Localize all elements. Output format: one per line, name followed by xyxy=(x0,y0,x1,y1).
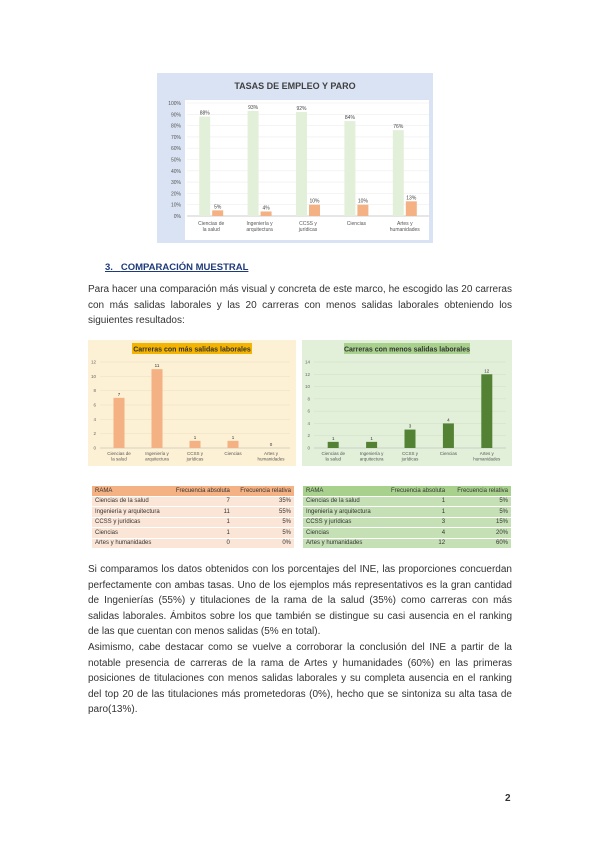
page-number: 2 xyxy=(505,793,511,804)
table-row xyxy=(92,517,294,528)
unemployment-bar xyxy=(309,205,320,216)
paragraph-conclusion: Asimismo, cabe destacar como se vuelve a corroborar la conclusión del INE a partir de la notable presencia de carreras de la rama de Artes y humanidades (60%) en las primeras posiciones de titulaciones con menos salidas laborales y su completa ausencia en el ranking del top 20 de las titulaciones más prometedoras (0%), hecho que se sintoniza su alta tasa de paro(13%). xyxy=(88,642,512,715)
x-category-label-line: humanidades xyxy=(257,456,285,462)
bar xyxy=(328,442,339,448)
y-tick-label: 0 xyxy=(93,445,96,451)
y-tick-label: 90% xyxy=(170,112,181,119)
y-tick-label: 12 xyxy=(304,371,310,377)
y-tick-label: 4 xyxy=(93,416,96,422)
x-category-label xyxy=(186,451,205,462)
x-category-label-line: Ciencias xyxy=(439,451,458,456)
x-category-label-line: arquitectura xyxy=(359,456,384,462)
table-cell: 11 xyxy=(168,507,233,518)
table-header-cell: Frecuencia absoluta xyxy=(168,486,233,496)
table-header-cell: Frecuencia relativa xyxy=(448,486,511,496)
bar xyxy=(481,374,492,448)
x-category-label-line: Artes y xyxy=(263,451,279,456)
x-category-label-line: humanidades xyxy=(389,227,420,233)
table-cell: 4 xyxy=(381,528,448,539)
y-tick-label: 4 xyxy=(307,420,310,426)
x-category-label-line: la salud xyxy=(111,456,127,462)
section-number: 3. xyxy=(105,262,113,273)
data-label: 1 xyxy=(231,434,235,440)
x-category-label-line: CCSS y xyxy=(186,451,204,456)
y-tick-label: 6 xyxy=(307,408,310,414)
bar xyxy=(443,423,454,448)
table-cell: 1 xyxy=(168,528,233,539)
y-tick-label: 80% xyxy=(170,123,181,130)
x-category-label xyxy=(360,451,384,462)
table-cell: 55% xyxy=(233,507,294,518)
table-row xyxy=(303,538,511,549)
table-cell: 60% xyxy=(448,538,511,549)
employment-bar xyxy=(393,130,404,216)
y-tick-label: 12 xyxy=(90,359,96,365)
chart-title: Carreras con más salidas laborales xyxy=(133,346,251,354)
bar xyxy=(190,441,201,448)
x-category-label xyxy=(246,221,273,233)
data-label: 7 xyxy=(117,391,121,397)
unemployment-bar xyxy=(406,201,417,216)
table-row xyxy=(303,507,511,518)
table-cell: Ciencias xyxy=(303,528,381,539)
table-row xyxy=(92,496,294,507)
table-header-row xyxy=(303,486,511,496)
y-tick-label: 10 xyxy=(90,373,96,379)
employment-label: 88% xyxy=(199,110,210,117)
table-cell: Artes y humanidades xyxy=(303,538,381,549)
y-tick-label: 0 xyxy=(307,445,310,451)
bar xyxy=(152,369,163,448)
bar xyxy=(228,441,239,448)
unemployment-label: 10% xyxy=(309,198,320,205)
section-heading xyxy=(105,262,248,273)
intro-paragraph: Para hacer una comparación más visual y concreta de este marco, he escogido las 20 carreras con más salidas laborales y las 20 carreras con menos salidas laborales obteniendo los siguientes resultados: xyxy=(88,284,512,326)
x-category-label xyxy=(401,451,420,462)
table-cell: Ingeniería y arquitectura xyxy=(303,507,381,518)
table-row xyxy=(92,528,294,539)
fewer-jobs-table xyxy=(303,486,511,549)
table-cell: 20% xyxy=(448,528,511,539)
x-category-label-line: jurídicas xyxy=(401,456,419,462)
y-tick-label: 14 xyxy=(304,359,310,365)
y-tick-label: 8 xyxy=(93,388,96,394)
paragraph-comparison: Si comparamos los datos obtenidos con los porcentajes del INE, las proporciones concuerdan perfectamente con ambas tasas. Uno de los ejemplos más representativos es la gran cantidad de Ingenierías (55%) y titulaciones de la rama de la salud (35%) como carreras con más salidas laborales. Ámbitos sobre los que también se distingue su casi ausencia en el ranking de las que cuentan con menos salidas (5% en total). xyxy=(88,564,512,637)
x-category-label-line: Ingeniería y xyxy=(359,451,384,456)
table-cell: 5% xyxy=(448,496,511,507)
unemployment-bar xyxy=(212,210,223,216)
y-tick-label: 60% xyxy=(170,146,181,153)
table-cell: Ciencias de la salud xyxy=(92,496,168,507)
table-cell: Artes y humanidades xyxy=(92,538,168,549)
table-row xyxy=(303,528,511,539)
table-header-cell: RAMA xyxy=(303,486,381,496)
employment-rate-chart xyxy=(157,73,433,243)
table-cell: 3 xyxy=(381,517,448,528)
table-header-cell: Frecuencia relativa xyxy=(233,486,294,496)
table-cell: Ciencias xyxy=(92,528,168,539)
x-category-label-line: CCSS y xyxy=(401,451,419,456)
table-cell: 5% xyxy=(233,517,294,528)
table-cell: 5% xyxy=(448,507,511,518)
data-label: 12 xyxy=(484,368,490,374)
y-tick-label: 0% xyxy=(173,214,181,220)
x-category-label-line: Ciencias xyxy=(224,451,242,456)
x-category-label-line: Ingeniería y xyxy=(246,221,273,227)
more-jobs-chart xyxy=(88,340,296,466)
table-cell: 15% xyxy=(448,517,511,528)
employment-label: 76% xyxy=(393,124,404,131)
x-category-label-line: la salud xyxy=(325,456,341,462)
unemployment-bar xyxy=(357,205,368,216)
x-category-label-line: arquitectura xyxy=(145,456,169,462)
table-cell: 0 xyxy=(168,538,233,549)
table-cell: 0% xyxy=(233,538,294,549)
data-label: 1 xyxy=(193,434,197,440)
unemployment-label: 13% xyxy=(406,195,417,202)
employment-bar xyxy=(199,117,210,216)
y-tick-label: 40% xyxy=(170,168,181,175)
table-cell: 35% xyxy=(233,496,294,507)
table-cell: 1 xyxy=(168,517,233,528)
table-row xyxy=(303,496,511,507)
employment-bar xyxy=(344,121,355,216)
table-row xyxy=(92,538,294,549)
table-cell: 5% xyxy=(233,528,294,539)
table-cell: Ciencias de la salud xyxy=(303,496,381,507)
y-tick-label: 8 xyxy=(307,396,310,402)
chart-title: TASAS DE EMPLEO Y PARO xyxy=(234,81,356,91)
x-category-label-line: jurídicas xyxy=(298,227,318,233)
bar xyxy=(366,442,377,448)
x-category-label xyxy=(224,451,242,456)
unemployment-label: 4% xyxy=(262,205,270,212)
y-tick-label: 2 xyxy=(307,433,310,439)
bar xyxy=(114,398,125,448)
table-cell: 12 xyxy=(381,538,448,549)
x-category-label-line: humanidades xyxy=(473,456,501,462)
employment-bar xyxy=(296,112,307,216)
unemployment-label: 10% xyxy=(357,198,368,205)
employment-label: 93% xyxy=(248,104,259,111)
table-cell: 1 xyxy=(381,507,448,518)
y-tick-label: 10% xyxy=(170,202,181,209)
employment-label: 84% xyxy=(344,115,355,122)
data-label: 1 xyxy=(370,435,373,441)
fewer-jobs-chart xyxy=(302,340,512,466)
table-header-row xyxy=(92,486,294,496)
x-category-label xyxy=(347,221,367,227)
table-cell: CCSS y jurídicas xyxy=(303,517,381,528)
table-row xyxy=(303,517,511,528)
x-category-label-line: Ingeniería y xyxy=(145,451,169,456)
data-label: 1 xyxy=(331,435,335,441)
y-tick-label: 30% xyxy=(170,180,181,187)
unemployment-bar xyxy=(261,211,272,216)
table-cell: 7 xyxy=(168,496,233,507)
table-header-cell: Frecuencia absoluta xyxy=(381,486,448,496)
y-tick-label: 20% xyxy=(170,191,181,198)
x-category-label xyxy=(298,221,318,233)
y-tick-label: 70% xyxy=(170,134,181,141)
bar xyxy=(405,430,416,448)
x-category-label-line: Ciencias de xyxy=(107,451,131,456)
x-category-label-line: Ciencias de xyxy=(321,451,345,456)
table-header-cell: RAMA xyxy=(92,486,168,496)
employment-bar xyxy=(248,111,259,216)
x-category-label-line: la salud xyxy=(202,227,220,233)
x-category-label-line: arquitectura xyxy=(246,227,273,233)
x-category-label-line: Ciencias xyxy=(346,221,366,227)
chart-title: Carreras con menos salidas laborales xyxy=(343,346,471,354)
table-cell: 1 xyxy=(381,496,448,507)
data-label: 0 xyxy=(269,442,273,447)
x-category-label-line: jurídicas xyxy=(186,456,204,462)
x-category-label-line: Artes y xyxy=(479,451,494,456)
section-title: COMPARACIÓN MUESTRAL xyxy=(120,262,249,273)
more-jobs-table xyxy=(92,486,294,549)
table-row xyxy=(92,507,294,518)
table-cell: CCSS y jurídicas xyxy=(92,517,168,528)
data-label: 4 xyxy=(447,417,450,423)
data-label: 3 xyxy=(408,423,412,429)
y-tick-label: 10 xyxy=(304,384,310,390)
x-category-label-line: Ciencias de xyxy=(198,221,225,227)
x-category-label-line: Artes y xyxy=(397,221,413,227)
x-category-label-line: CCSS y xyxy=(299,221,317,227)
data-label: 11 xyxy=(154,363,160,369)
y-tick-label: 6 xyxy=(93,402,96,408)
y-tick-label: 50% xyxy=(170,157,181,164)
x-category-label xyxy=(145,451,169,462)
x-category-label xyxy=(440,451,458,456)
table-cell: Ingeniería y arquitectura xyxy=(92,507,168,518)
y-tick-label: 2 xyxy=(93,431,96,437)
employment-label: 92% xyxy=(296,106,307,113)
y-tick-label: 100% xyxy=(168,101,181,107)
unemployment-label: 5% xyxy=(214,204,222,211)
